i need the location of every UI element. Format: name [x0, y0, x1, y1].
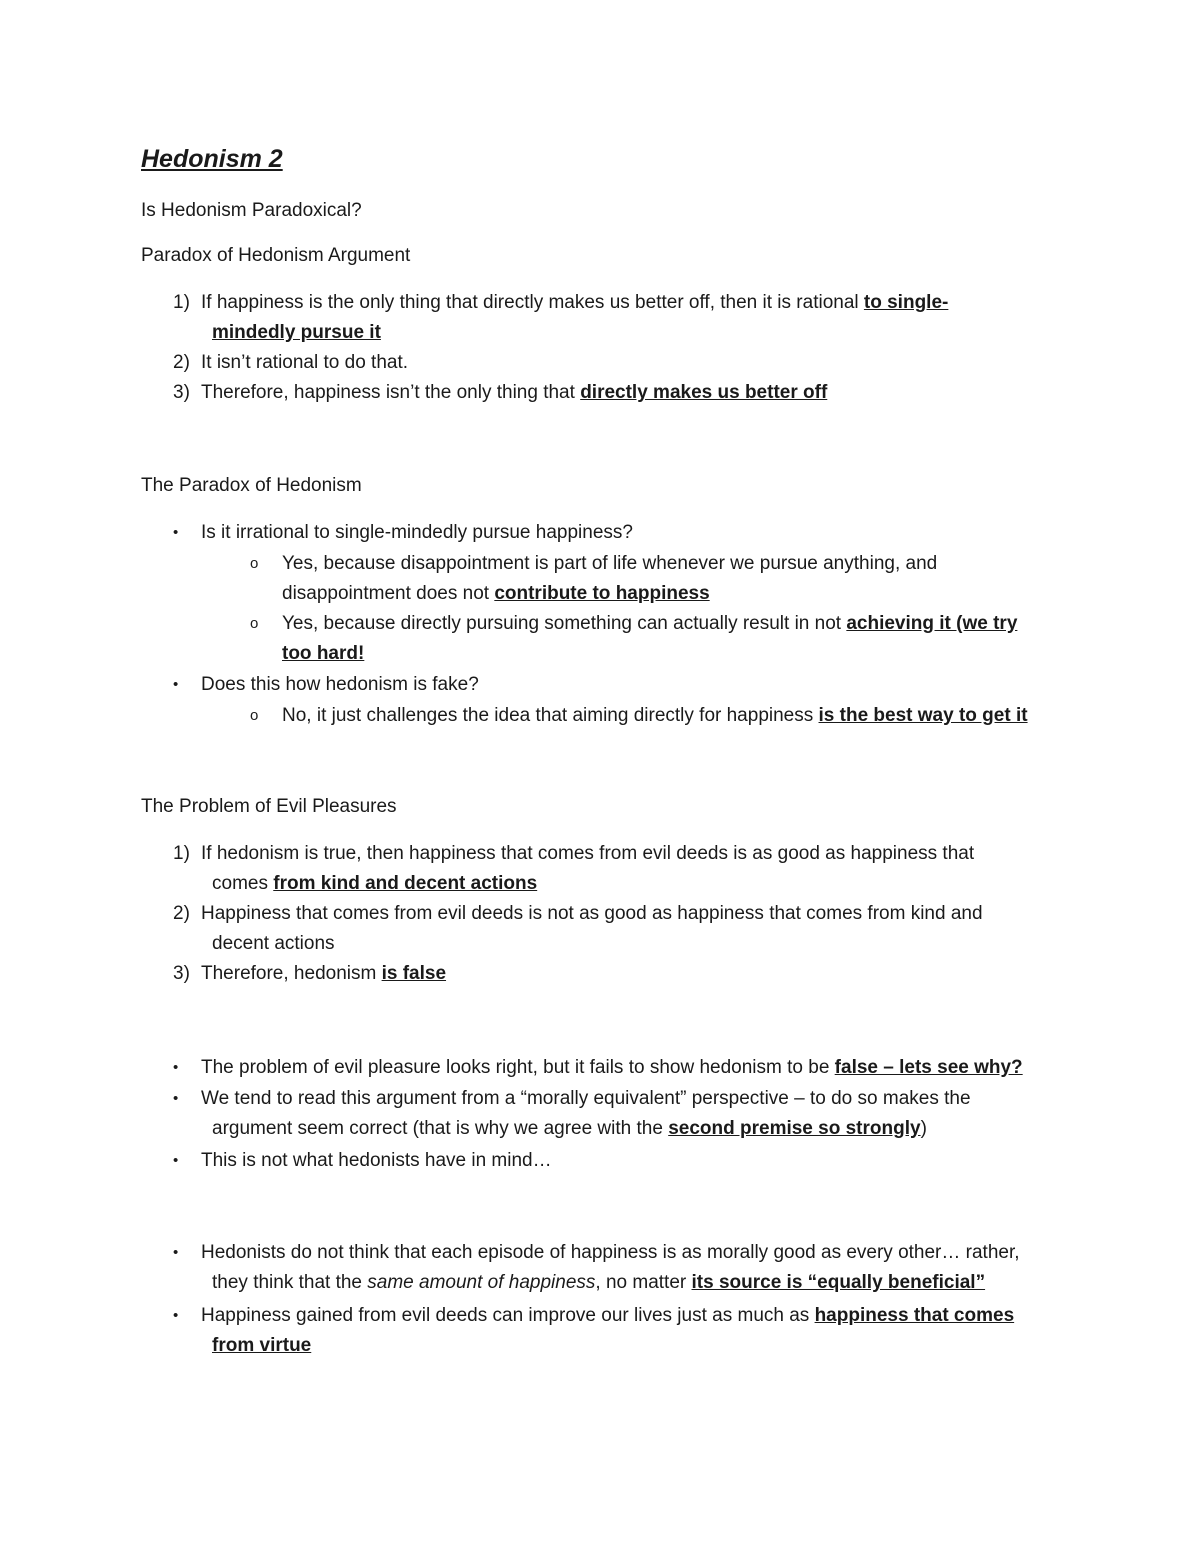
list-number: 2): [173, 903, 190, 924]
item-text: If happiness is the only thing that directly makes us better off, then it is rational: [201, 292, 864, 313]
item-text: argument seem correct (that is why we agree with the: [212, 1118, 669, 1139]
item-emphasis: from virtue: [212, 1335, 312, 1356]
list-number: 3): [173, 963, 190, 984]
list-item: Happiness that comes from evil deeds is not as good as happiness that comes from kind and: [201, 903, 983, 924]
bullet-item: This is not what hedonists have in mind…: [201, 1150, 552, 1171]
bullet-continuation: [212, 1335, 311, 1357]
sub-bullet-icon: o: [250, 615, 259, 632]
sub-bullet-item: [282, 705, 1028, 727]
bullet-icon: •: [173, 1244, 179, 1261]
item-emphasis: to single-: [863, 292, 949, 313]
list-item-continuation: decent actions: [212, 933, 335, 954]
sub-bullet-icon: o: [250, 707, 259, 724]
page-title: Hedonism 2: [141, 145, 283, 173]
item-text: No, it just challenges the idea that aiming directly for happiness: [282, 705, 819, 726]
section-heading-paradox: The Paradox of Hedonism: [141, 475, 362, 496]
item-text: disappointment does not: [282, 583, 495, 604]
section-heading-paradox-argument: Paradox of Hedonism Argument: [141, 245, 411, 266]
item-text: comes: [212, 873, 274, 894]
bullet-icon: •: [173, 1307, 179, 1324]
list-item: [201, 963, 446, 985]
sub-bullet-icon: o: [250, 555, 259, 572]
bullet-icon: •: [173, 1059, 179, 1076]
item-text: they think that the: [212, 1272, 368, 1293]
item-emphasis: achieving it (we try: [846, 613, 1018, 634]
bullet-item: [201, 1057, 1023, 1079]
item-emphasis: is false: [381, 963, 447, 984]
list-number: 1): [173, 843, 190, 864]
item-text: Therefore, hedonism: [201, 963, 382, 984]
item-emphasis: mindedly pursue it: [212, 322, 381, 343]
list-item: If hedonism is true, then happiness that comes from evil deeds is as good as happiness that: [201, 843, 975, 864]
bullet-icon: •: [173, 1090, 179, 1107]
item-emphasis: directly makes us better off: [580, 382, 828, 403]
question-heading: Is Hedonism Paradoxical?: [141, 200, 362, 221]
list-item-continuation: [212, 873, 537, 895]
list-number: 2): [173, 352, 190, 373]
sub-bullet-continuation: [282, 583, 710, 605]
item-emphasis: its source is “equally beneficial”: [691, 1272, 986, 1293]
list-number: 3): [173, 382, 190, 403]
item-emphasis: second premise so strongly: [668, 1118, 921, 1139]
item-text: The problem of evil pleasure looks right, but it fails to show hedonism to be: [201, 1057, 835, 1078]
list-item: [201, 382, 827, 404]
list-item-continuation: [212, 322, 381, 344]
item-emphasis: happiness that comes: [814, 1305, 1015, 1326]
bullet-item: Hedonists do not think that each episode of happiness is as morally good as every other… rather,: [201, 1242, 1020, 1263]
sub-bullet-item: [282, 613, 1017, 635]
section-heading-evil-pleasures: The Problem of Evil Pleasures: [141, 796, 397, 817]
bullet-icon: •: [173, 676, 179, 693]
item-text: Happiness gained from evil deeds can improve our lives just as much as: [201, 1305, 815, 1326]
item-emphasis: contribute to happiness: [494, 583, 710, 604]
item-italic: same amount of happiness: [367, 1272, 596, 1293]
item-text: Yes, because directly pursuing something can actually result in not: [282, 613, 847, 634]
item-text: Therefore, happiness isn’t the only thing that: [201, 382, 581, 403]
item-text: , no matter: [595, 1272, 692, 1293]
bullet-continuation: [212, 1272, 985, 1294]
item-text: ): [920, 1118, 927, 1139]
bullet-continuation: [212, 1118, 927, 1140]
list-item: It isn’t rational to do that.: [201, 352, 409, 373]
sub-bullet-item: Yes, because disappointment is part of life whenever we pursue anything, and: [282, 553, 938, 574]
bullet-item: We tend to read this argument from a “morally equivalent” perspective – to do so makes the: [201, 1088, 971, 1109]
item-emphasis: from kind and decent actions: [273, 873, 538, 894]
bullet-icon: •: [173, 1152, 179, 1169]
sub-bullet-continuation: [282, 643, 364, 665]
item-emphasis: is the best way to get it: [818, 705, 1028, 726]
list-item: [201, 292, 948, 314]
bullet-item: Does this how hedonism is fake?: [201, 674, 479, 695]
bullet-icon: •: [173, 524, 179, 541]
item-emphasis: false – lets see why?: [834, 1057, 1023, 1078]
item-emphasis: too hard!: [282, 643, 365, 664]
bullet-item: Is it irrational to single-mindedly pursue happiness?: [201, 522, 633, 543]
list-number: 1): [173, 292, 190, 313]
bullet-item: [201, 1305, 1014, 1327]
